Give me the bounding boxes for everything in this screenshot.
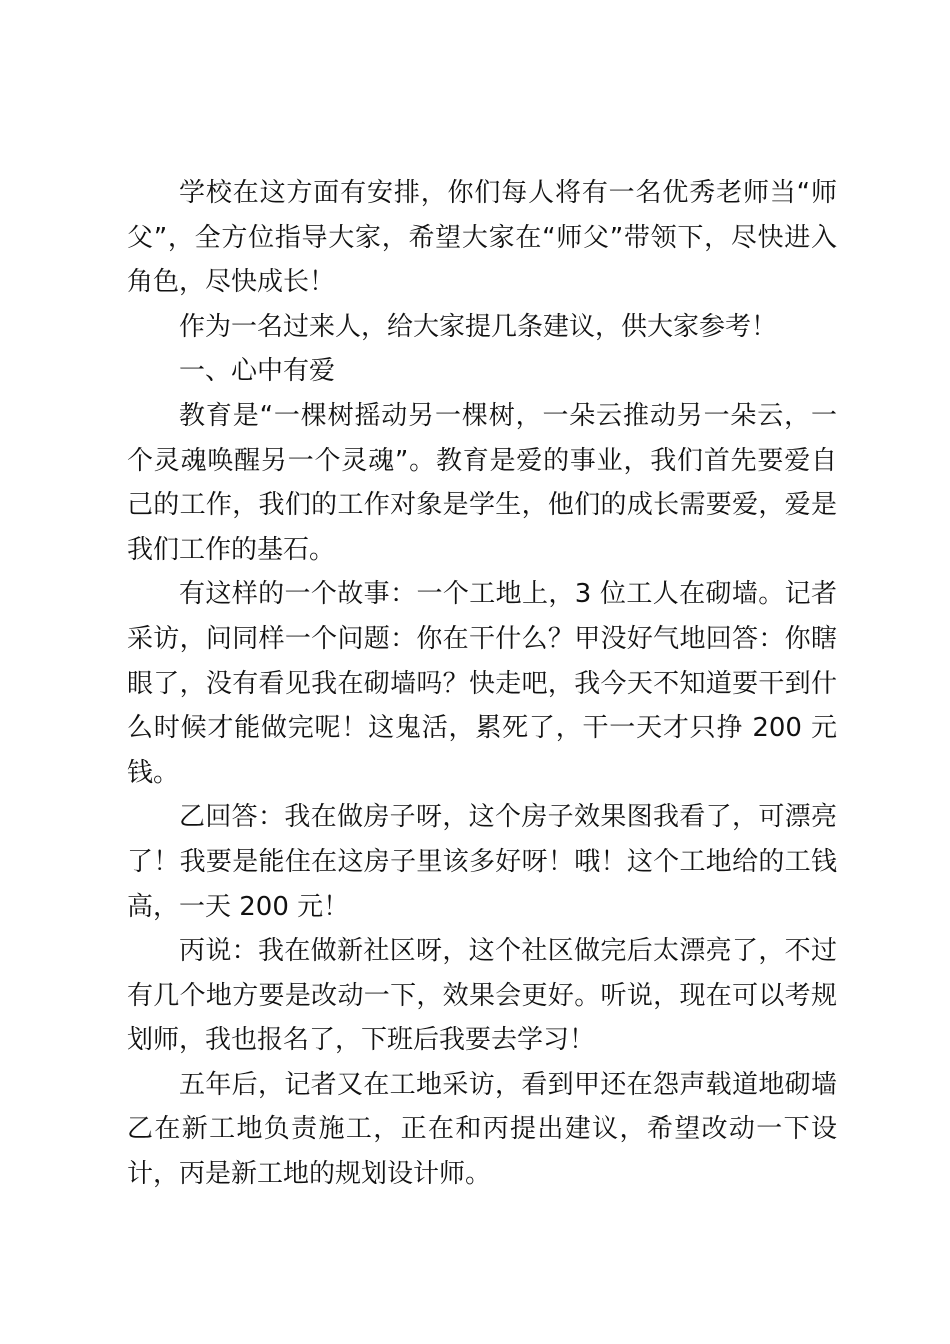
- paragraph-worker-b: 乙回答：我在做房子呀，这个房子效果图我看了，可漂亮了！我要是能住在这房子里该多好呀！哦！这个工地给的工钱高，一天 200 元！: [127, 802, 837, 922]
- paragraph-education-love: 教育是“一棵树摇动另一棵树，一朵云推动另一朵云，一个灵魂唤醒另一个灵魂”。教育是爱的事业，我们首先要爱自己的工作，我们的工作对象是学生，他们的成长需要爱，爱是我们工作的基石。: [127, 400, 837, 565]
- section-heading-love: 一、心中有爱: [179, 356, 336, 387]
- paragraph-worker-c: 丙说：我在做新社区呀，这个社区做完后太漂亮了，不过有几个地方要是改动一下，效果会更好。听说，现在可以考规划师，我也报名了，下班后我要去学习！: [127, 936, 837, 1056]
- paragraph-story-worker-a: 有这样的一个故事：一个工地上，3 位工人在砌墙。记者采访，问同样一个问题：你在干什么？甲没好气地回答：你瞎眼了，没有看见我在砌墙吗？快走吧，我今天不知道要干到什么时候才能做完呢！这鬼活，累死了，干一天才只挣 200 元钱。: [127, 579, 837, 788]
- paragraph-mentor-arrangement: 学校在这方面有安排，你们每人将有一名优秀老师当“师父”，全方位指导大家，希望大家在“师父”带领下，尽快进入角色，尽快成长！: [127, 178, 837, 298]
- paragraph-five-years-later: 五年后，记者又在工地采访，看到甲还在怨声载道地砌墙乙在新工地负责施工，正在和丙提出建议，希望改动一下设计，丙是新工地的规划设计师。: [127, 1069, 837, 1190]
- document-body: [127, 171, 837, 1197]
- paragraph-suggestions-intro: 作为一名过来人，给大家提几条建议，供大家参考！: [179, 311, 778, 342]
